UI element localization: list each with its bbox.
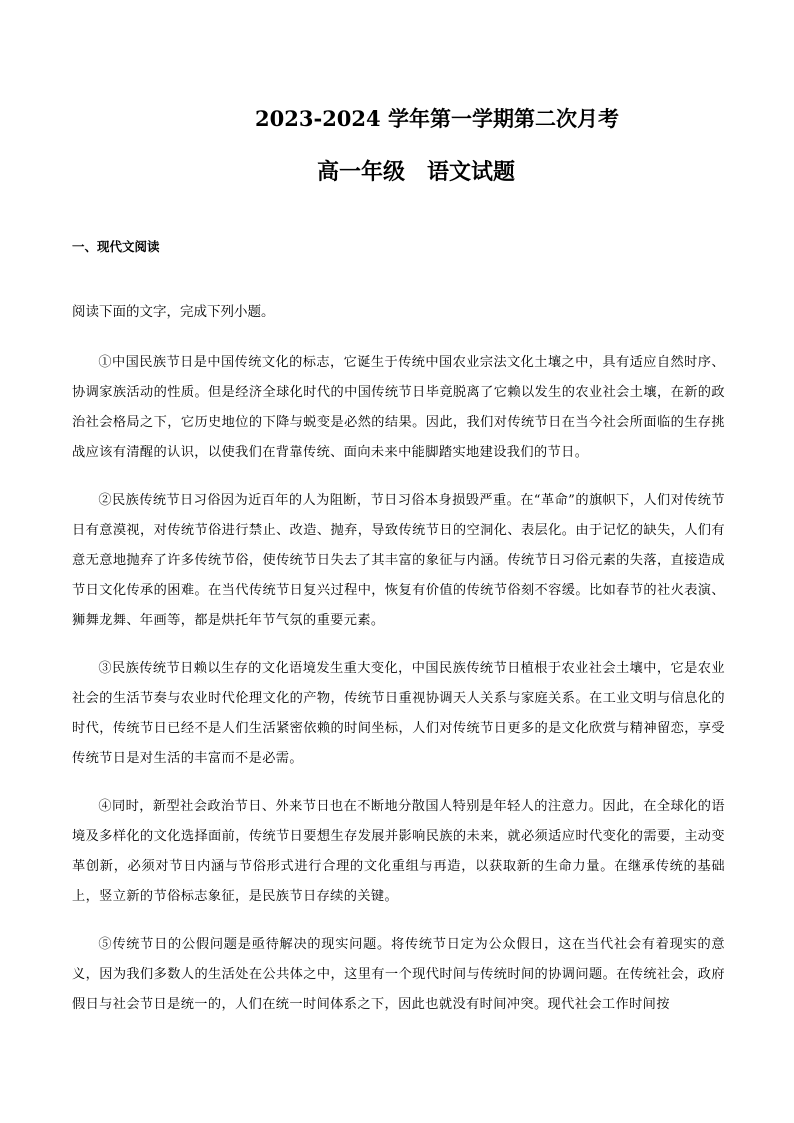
passage-paragraph-4: ④同时，新型社会政治节日、外来节日也在不断地分散国人特别是年轻人的注意力。因此，在全球化的语境及多样化的文化选择面前，传统节日要想生存发展并影响民族的未来，就必须适应时代变化的需要，主动变革创新，必须对节日内涵与节俗形式进行合理的文化重组与再造，以获取新的生命力量。在继承传统的基础上，竖立新的节俗标志象征，是民族节日存续的关键。 bbox=[72, 799, 725, 904]
section-heading: 一、现代文阅读 bbox=[72, 239, 160, 254]
passage-paragraph-5: ⑤传统节日的公假问题是亟待解决的现实问题。将传统节日定为公众假日，这在当代社会有着现实的意义，因为我们多数人的生活处在公共体之中，这里有一个现代时间与传统时间的协调问题。在传统社会，政府假日与社会节日是统一的，人们在统一时间体系之下，因此也就没有时间冲突。现代社会工作时间按 bbox=[72, 937, 725, 1012]
reading-instruction: 阅读下面的文字，完成下列小题。 bbox=[72, 304, 275, 320]
exam-subtitle: 高一年级 语文试题 bbox=[316, 159, 515, 185]
reading-passage bbox=[72, 348, 725, 1038]
passage-paragraph-1: ①中国民族节日是中国传统文化的标志，它诞生于传统中国农业宗法文化土壤之中，具有适应自然时序、协调家族活动的性质。但是经济全球化时代的中国传统节日毕竟脱离了它赖以发生的农业社会土壤，在新的政治社会格局之下，它历史地位的下降与蜕变是必然的结果。因此，我们对传统节日在当今社会所面临的生存挑战应该有清醒的认识，以使我们在背靠传统、面向未来中能脚踏实地建设我们的节日。 bbox=[72, 355, 725, 460]
passage-paragraph-3: ③民族传统节日赖以生存的文化语境发生重大变化，中国民族传统节日植根于农业社会土壤中，它是农业社会的生活节奏与农业时代伦理文化的产物，传统节日重视协调天人关系与家庭关系。在工业文明与信息化的时代，传统节日已经不是人们生活紧密依赖的时间坐标，人们对传统节日更多的是文化欣赏与精神留恋，享受传统节日是对生活的丰富而不是必需。 bbox=[72, 661, 725, 766]
passage-paragraph-2: ②民族传统节日习俗因为近百年的人为阻断，节日习俗本身损毁严重。在“革命”的旗帜下，人们对传统节日有意漠视，对传统节俗进行禁止、改造、抛弃，导致传统节日的空洞化、表层化。由于记忆的缺失，人们有意无意地抛弃了许多传统节俗，使传统节日失去了其丰富的象征与内涵。传统节日习俗元素的失落，直接造成节日文化传承的困难。在当代传统节日复兴过程中，恢复有价值的传统节俗刻不容缓。比如春节的社火表演、狮舞龙舞、年画等，都是烘托年节气氛的重要元素。 bbox=[72, 493, 725, 628]
exam-title: 2023-2024 学年第一学期第二次月考 bbox=[255, 106, 619, 131]
